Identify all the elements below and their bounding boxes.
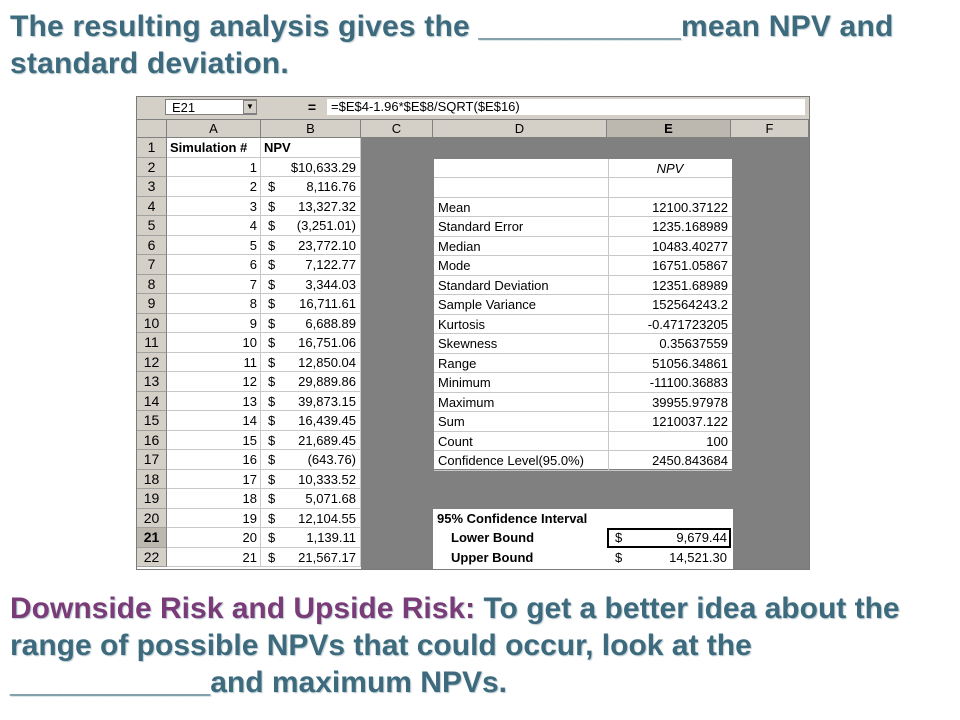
currency-symbol: $: [268, 335, 276, 350]
row-header[interactable]: 6: [137, 236, 167, 256]
npv-value: 6,688.89: [305, 315, 356, 331]
row-header[interactable]: 20: [137, 509, 167, 529]
stats-blank-row: [434, 178, 732, 198]
stat-label: Sum: [438, 414, 465, 429]
currency-symbol: $: [268, 276, 276, 292]
stats-row: [434, 451, 732, 471]
column-header-d[interactable]: D: [433, 120, 607, 137]
formula-bar: [137, 97, 809, 120]
npv-value: (3,251.01): [296, 218, 356, 233]
currency-symbol: $: [268, 257, 276, 272]
simulation-number-cell[interactable]: 5: [167, 236, 261, 256]
stats-row: [434, 256, 732, 276]
stat-label: Standard Error: [438, 219, 524, 234]
npv-cell[interactable]: [261, 216, 361, 236]
ci-upper-row: Upper Bound $ 14,521.30: [451, 549, 727, 565]
simulation-number-cell[interactable]: 9: [167, 314, 261, 334]
stats-row: [434, 276, 732, 296]
simulation-number-cell[interactable]: 18: [167, 489, 261, 509]
npv-value: 3,344.03: [305, 276, 356, 292]
formula-input[interactable]: =$E$4-1.96*$E$8/SQRT($E$16): [327, 99, 805, 115]
simulation-number-cell[interactable]: 21: [167, 548, 261, 568]
row-header[interactable]: 14: [137, 392, 167, 412]
row-header[interactable]: 17: [137, 450, 167, 470]
row-header[interactable]: 10: [137, 314, 167, 334]
stats-title: NPV: [434, 159, 732, 179]
npv-cell[interactable]: [261, 528, 361, 548]
row-header[interactable]: 21: [137, 528, 167, 548]
row-header[interactable]: 1: [137, 138, 167, 158]
npv-value: 16,751.06: [298, 335, 356, 350]
row-header[interactable]: 7: [137, 255, 167, 275]
simulation-number-cell[interactable]: 19: [167, 509, 261, 529]
stat-value: 12100.37122: [652, 199, 728, 215]
npv-value: 21,689.45: [298, 432, 356, 448]
currency-symbol: $: [268, 549, 276, 565]
npv-cell[interactable]: [261, 177, 361, 197]
npv-value: 10,333.52: [298, 471, 356, 487]
currency-symbol: $: [268, 471, 276, 487]
npv-value: 12,104.55: [298, 510, 356, 526]
row-header[interactable]: 15: [137, 411, 167, 431]
currency-symbol: $: [268, 354, 276, 370]
stat-label: Median: [438, 238, 481, 254]
name-box[interactable]: E21: [165, 99, 257, 115]
currency-symbol: $: [268, 530, 276, 545]
npv-cell[interactable]: [261, 450, 361, 470]
npv-cell[interactable]: [261, 372, 361, 392]
npv-value: 39,873.15: [298, 393, 356, 409]
simulation-number-cell[interactable]: 6: [167, 255, 261, 275]
stat-label: Mode: [438, 258, 471, 273]
npv-value: 5,071.68: [305, 491, 356, 506]
npv-cell[interactable]: [261, 236, 361, 256]
simulation-number-cell[interactable]: 17: [167, 470, 261, 490]
stat-label: Maximum: [438, 394, 495, 410]
npv-value: 13,327.32: [298, 198, 356, 214]
column-header-e[interactable]: E: [607, 120, 731, 137]
stats-row: [434, 315, 732, 335]
simulation-number-cell[interactable]: 13: [167, 392, 261, 412]
stat-label: Range: [438, 355, 477, 371]
spreadsheet-screenshot: [136, 96, 810, 570]
stats-row: [434, 393, 732, 413]
column-header-c[interactable]: C: [361, 120, 433, 137]
stats-row: [434, 432, 732, 452]
npv-value: 7,122.77: [305, 257, 356, 272]
npv-cell[interactable]: [261, 294, 361, 314]
stats-row: [434, 237, 732, 257]
npv-cell[interactable]: [261, 431, 361, 451]
npv-cell[interactable]: [261, 411, 361, 431]
stat-value: 1210037.122: [652, 414, 728, 429]
stat-value: 2450.843684: [652, 453, 728, 468]
formula-equals-button[interactable]: =: [307, 99, 317, 115]
simulation-number-cell[interactable]: 14: [167, 411, 261, 431]
stats-row: [434, 412, 732, 432]
currency-symbol: $: [268, 296, 276, 311]
stat-label: Sample Variance: [438, 297, 537, 312]
npv-cell[interactable]: [261, 275, 361, 295]
stat-label: Mean: [438, 199, 471, 215]
currency-symbol: $: [268, 315, 276, 331]
stats-row: [434, 373, 732, 393]
stats-row: [434, 198, 732, 218]
npv-value: 21,567.17: [298, 549, 356, 565]
currency-symbol: $: [268, 491, 276, 506]
stat-label: Standard Deviation: [438, 277, 549, 293]
simulation-number-cell[interactable]: 10: [167, 333, 261, 353]
row-header[interactable]: 13: [137, 372, 167, 392]
row-header[interactable]: 22: [137, 548, 167, 568]
npv-cell[interactable]: [261, 509, 361, 529]
stat-label: Confidence Level(95.0%): [438, 453, 584, 468]
npv-cell[interactable]: [261, 333, 361, 353]
stat-value: 1235.168989: [652, 219, 728, 234]
slide-body-text: [10, 590, 955, 701]
column-header-row: [137, 120, 809, 138]
simulation-number-cell[interactable]: 2: [167, 177, 261, 197]
currency-symbol: $: [268, 237, 276, 253]
table-row: [137, 138, 809, 158]
ci-lower-row: Lower Bound $ 9,679.44: [451, 530, 727, 545]
row-header[interactable]: 8: [137, 275, 167, 295]
table-row: [137, 489, 809, 509]
stat-value: 51056.34861: [652, 355, 728, 371]
row-header[interactable]: 4: [137, 197, 167, 217]
currency-symbol: $: [268, 452, 276, 467]
currency-symbol: $: [268, 510, 276, 526]
stat-value: 0.35637559: [659, 336, 728, 351]
select-all-corner[interactable]: [137, 120, 167, 137]
simulation-number-cell[interactable]: 12: [167, 372, 261, 392]
npv-value: $10,633.29: [290, 159, 356, 175]
stat-value: 39955.97978: [652, 394, 728, 410]
stats-row: [434, 295, 732, 315]
row-header[interactable]: 12: [137, 353, 167, 373]
npv-cell[interactable]: [261, 255, 361, 275]
column-header-b[interactable]: B: [261, 120, 361, 137]
stat-value: 16751.05867: [652, 258, 728, 273]
npv-value: 23,772.10: [298, 237, 356, 253]
cell-a1[interactable]: Simulation #: [167, 138, 261, 158]
column-header-a[interactable]: A: [167, 120, 261, 137]
stats-row: [434, 354, 732, 374]
npv-cell[interactable]: [261, 548, 361, 568]
npv-value: 29,889.86: [298, 374, 356, 389]
column-header-f[interactable]: F: [731, 120, 809, 137]
npv-cell[interactable]: [261, 314, 361, 334]
row-header[interactable]: 2: [137, 158, 167, 178]
simulation-number-cell[interactable]: 11: [167, 353, 261, 373]
stat-value: -0.471723205: [647, 316, 728, 332]
stat-value: 100: [706, 433, 728, 449]
simulation-number-cell[interactable]: 15: [167, 431, 261, 451]
simulation-number-cell[interactable]: 20: [167, 528, 261, 548]
row-header[interactable]: 16: [137, 431, 167, 451]
npv-cell[interactable]: [261, 392, 361, 412]
chevron-down-icon[interactable]: ▼: [243, 100, 257, 114]
simulation-number-cell[interactable]: 1: [167, 158, 261, 178]
npv-cell[interactable]: [261, 353, 361, 373]
simulation-number-cell[interactable]: 3: [167, 197, 261, 217]
row-header[interactable]: 5: [137, 216, 167, 236]
npv-value: 8,116.76: [306, 179, 356, 194]
slide-title-text: The resulting analysis gives the ____________mean NPV and standard deviation.: [10, 10, 894, 80]
row-header[interactable]: 18: [137, 470, 167, 490]
npv-cell[interactable]: [261, 158, 361, 178]
body-tail: To get a better idea about the range of possible NPVs that could occur, look at the ____________and maximum NPVs.: [10, 592, 900, 699]
npv-value: 1,139.11: [306, 530, 356, 545]
stat-label: Kurtosis: [438, 316, 485, 332]
cell-grid: [137, 138, 809, 569]
stats-row: [434, 334, 732, 354]
stat-value: 10483.40277: [652, 238, 728, 254]
table-row: [137, 470, 809, 490]
currency-symbol: $: [268, 198, 276, 214]
npv-value: (643.76): [307, 452, 356, 467]
stat-value: 12351.68989: [652, 277, 728, 293]
npv-cell[interactable]: [261, 197, 361, 217]
ci-title: 95% Confidence Interval: [437, 510, 588, 526]
selected-cell-e21[interactable]: [607, 528, 731, 548]
currency-symbol: $: [268, 432, 276, 448]
npv-cell[interactable]: [261, 489, 361, 509]
currency-symbol: $: [268, 393, 276, 409]
row-header[interactable]: 19: [137, 489, 167, 509]
npv-value: 16,711.61: [299, 296, 356, 311]
stat-label: Count: [438, 433, 473, 449]
stat-label: Minimum: [438, 375, 491, 390]
npv-value: 12,850.04: [298, 354, 356, 370]
stats-row: [434, 217, 732, 237]
simulation-number-cell[interactable]: 16: [167, 450, 261, 470]
row-header[interactable]: 9: [137, 294, 167, 314]
npv-cell[interactable]: [261, 470, 361, 490]
body-lead: Downside Risk and Upside Risk:: [10, 592, 476, 625]
npv-value: 16,439.45: [298, 413, 356, 428]
currency-symbol: $: [268, 179, 276, 194]
row-header[interactable]: 3: [137, 177, 167, 197]
stat-label: Skewness: [438, 336, 498, 351]
stat-value: 152564243.2: [652, 297, 728, 312]
currency-symbol: $: [268, 413, 276, 428]
simulation-number-cell[interactable]: 8: [167, 294, 261, 314]
row-header[interactable]: 11: [137, 333, 167, 353]
cell-b1[interactable]: NPV: [261, 138, 361, 158]
currency-symbol: $: [268, 374, 276, 389]
simulation-number-cell[interactable]: 4: [167, 216, 261, 236]
currency-symbol: $: [268, 218, 276, 233]
stat-value: -11100.36883: [649, 375, 728, 390]
simulation-number-cell[interactable]: 7: [167, 275, 261, 295]
descriptive-statistics-table: [433, 158, 733, 470]
